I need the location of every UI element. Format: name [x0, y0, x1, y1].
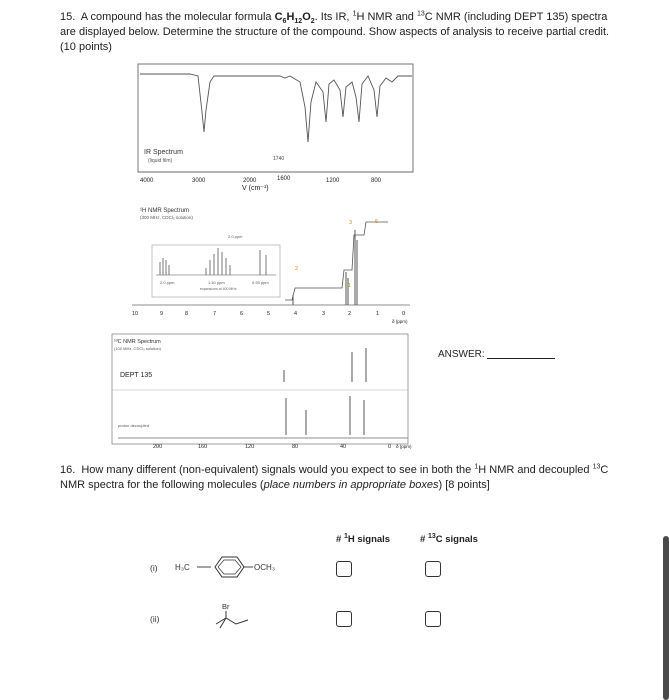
question-15: 15. A compound has the molecular formula $C_6H_{12}O_2$. Its IR, $^1$H NMR and $^{13}$C NMR (including DEPT 135) spectra are displayed below. Determine the structure of the compound. Show aspects of analysis to receive partial credit. (10 points)	[60, 10, 610, 53]
c-nmr-tick: 0	[388, 444, 392, 450]
molecule-i-right-group: OCH₃	[254, 563, 276, 572]
h-nmr-unit: δ (ppm)	[392, 319, 408, 324]
molecule-ii	[212, 598, 262, 633]
ir-axis-label: V (cm⁻¹)	[242, 185, 269, 192]
h-nmr-tick: 6	[240, 311, 244, 317]
ir-spectrum	[130, 62, 420, 197]
c-nmr-tick: 80	[292, 444, 299, 450]
h-nmr-tick: 4	[294, 311, 298, 317]
molecule-ii-skeleton	[216, 618, 248, 624]
row-i-c-signals-box[interactable]	[425, 561, 441, 577]
dept-label: DEPT 135	[120, 372, 153, 379]
row-ii-h-signals-box[interactable]	[336, 611, 352, 627]
ir-tick: 4000	[140, 178, 154, 184]
ir-tick: 3000	[192, 178, 206, 184]
h-nmr-tick: 3	[322, 311, 326, 317]
scrollbar[interactable]	[663, 536, 669, 700]
h-nmr-inset-label: 2.0 ppm	[228, 234, 243, 239]
h-nmr-peaks	[293, 230, 357, 305]
c-nmr-tick: 160	[198, 444, 208, 450]
question-16: 16. How many different (non-equivalent) signals would you expect to see in both the $^1$H NMR and decoupled $^{13}$C NMR spectra for the following molecules (place numbers in appropriate boxes) [8 points]	[60, 463, 609, 491]
h-nmr-tick: 2	[348, 311, 352, 317]
c-nmr-title: ¹³C NMR Spectrum	[114, 339, 161, 345]
row-ii-c-signals-box[interactable]	[425, 611, 441, 627]
ir-tick: 1600	[277, 176, 291, 182]
h-nmr-inset-peaks	[156, 248, 276, 275]
c-nmr-decoupled-label: proton decoupled	[118, 423, 149, 428]
question-16-italic: place numbers in appropriate boxes	[263, 479, 439, 491]
h-nmr-integration: 1	[348, 283, 352, 289]
h-nmr-integration: 2	[295, 266, 299, 272]
h-nmr-integration: 3	[349, 220, 353, 226]
c-signals-header: # $^{13}$C signals	[420, 532, 478, 545]
ir-subtitle: (liquid film)	[148, 158, 173, 164]
molecule-i	[175, 552, 295, 582]
c-nmr-unit: δ (ppm)	[396, 444, 412, 449]
answer-field	[438, 349, 555, 360]
question-15-number: 15.	[60, 11, 76, 23]
ir-tick: 800	[371, 178, 382, 184]
c-nmr-tick: 200	[153, 444, 163, 450]
h-nmr-tick: 8	[185, 311, 189, 317]
row-ii-label: (ii)	[150, 614, 160, 624]
question-15-text-1: A compound has the molecular formula	[80, 11, 275, 23]
c-nmr-spectrum	[108, 330, 428, 455]
h-nmr-tick: 0	[402, 311, 406, 317]
h-nmr-tick: 1	[376, 311, 380, 317]
h-nmr-subtitle: (300 MHz, CDCl₃ solution)	[140, 215, 193, 220]
h-nmr-inset-label: 1.40 ppm	[208, 280, 225, 285]
answer-label: ANSWER:	[438, 349, 485, 360]
molecular-formula: $C_6H_{12}O_2$	[274, 11, 315, 26]
ir-peak-label: 1740	[273, 156, 285, 162]
question-15-text-2: C NMR (including DEPT 135) spectra are displayed below. Determine the structure of the compound. Show aspects of analysis to receive partial credit. (10 points)	[60, 11, 610, 53]
h-signals-header: # $^1$H signals	[336, 532, 391, 545]
h-nmr-title: ¹H NMR Spectrum	[140, 208, 190, 214]
c-nmr-tick: 40	[340, 444, 347, 450]
answer-line[interactable]	[487, 358, 555, 359]
c-nmr-subtitle: (100 MHz, CDCl₃ solution)	[114, 346, 161, 351]
molecule-i-left-group: H₃C	[175, 563, 190, 572]
h-nmr-tick: 5	[267, 311, 271, 317]
h-nmr-integral	[285, 222, 388, 300]
ir-trace	[140, 74, 412, 142]
h-nmr-inset-label: 2.0 ppm	[160, 280, 175, 285]
row-i-label: (i)	[150, 563, 158, 573]
h-nmr-spectrum	[120, 200, 420, 335]
c-nmr-tick: 120	[245, 444, 255, 450]
row-i-h-signals-box[interactable]	[336, 561, 352, 577]
c-nmr-peaks	[284, 348, 366, 435]
h-nmr-tick: 10	[132, 311, 139, 317]
h-nmr-inset-label: 0.93 ppm	[252, 280, 269, 285]
ir-tick: 2000	[243, 178, 257, 184]
h-nmr-integration: 6	[375, 219, 379, 225]
h-nmr-tick: 7	[213, 311, 217, 317]
molecule-ii-atom: Br	[222, 602, 230, 611]
h-nmr-tick: 9	[160, 311, 164, 317]
h-nmr-inset-sub: expansions at 400 MHz	[200, 287, 237, 291]
ir-tick: 1200	[326, 178, 340, 184]
ir-title: IR Spectrum	[144, 149, 183, 156]
question-16-number: 16.	[60, 464, 76, 476]
